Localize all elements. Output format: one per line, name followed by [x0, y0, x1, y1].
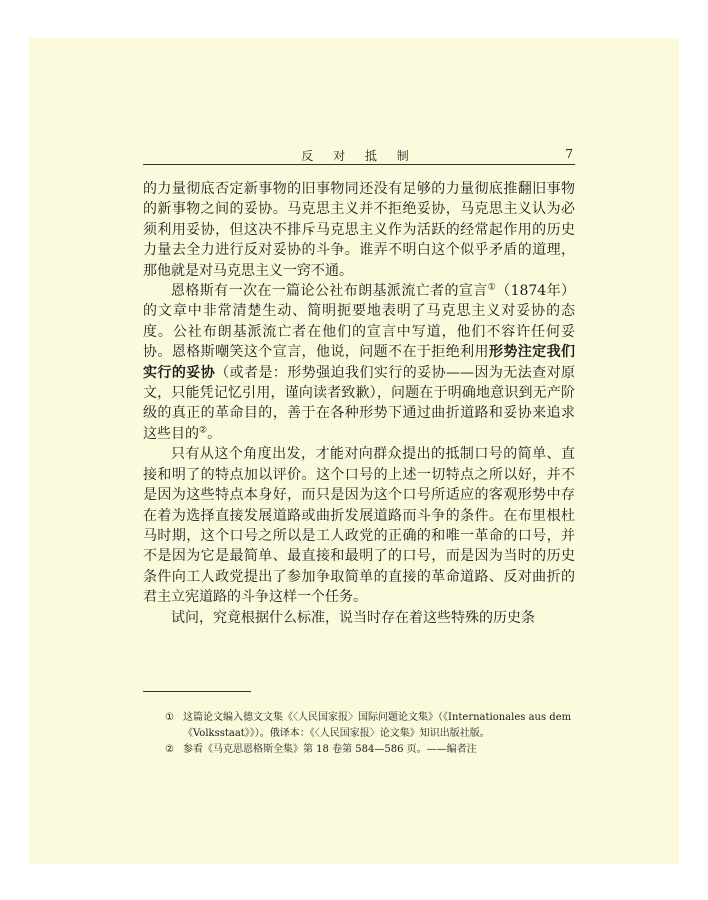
body-text — [143, 179, 575, 628]
footnote-item — [165, 710, 575, 742]
page-number: 7 — [565, 147, 573, 161]
paragraph-4: 试问，究竟根据什么标准，说当时存在着这些特殊的历史条 — [171, 609, 535, 626]
paragraph-1: 的力量彻底否定新事物的旧事物同还没有足够的力量彻底推翻旧事物的新事物之间的妥协。马克思主义并不拒绝妥协，马克思主义认为必须利用妥协，但这决不排斥马克思主义作为活跃的经常起作用的历史力量去全力进行反对妥协的斗争。谁弄不明白这个似乎矛盾的道理，那他就是对马克思主义一窍不通。 — [143, 181, 575, 279]
footnote-mark: ② — [165, 744, 174, 755]
footnote-text: 参看《马克思恩格斯全集》第 18 卷第 584—586 页。——编者注 — [183, 744, 477, 755]
paragraph-2-text-d: 。 — [207, 425, 222, 442]
paragraph-2-text-c: （或者是：形势强迫我们实行的妥协——因为无法查对原文，只能凭记忆引用，谨向读者致歉），问题在于明确地意识到无产阶级的真正的革命目的，善于在各种形势下通过曲折道路和妥协来追求这些目的 — [143, 364, 576, 442]
emphasized-phrase: 形势注定我们实行的妥协 — [143, 344, 576, 381]
footnote-divider — [143, 691, 251, 692]
running-title: 反 对 抵 制 — [301, 149, 417, 163]
running-header — [143, 146, 575, 165]
paragraph-2-text-b: （1874年）的文章中非常清楚生动、简明扼要地表明了马克思主义对妥协的态度。公社布朗基派流亡者在他们的宣言中写道，他们不容许任何妥协。恩格斯嘲笑这个宣言，他说，问题不在于拒绝利用 — [143, 283, 575, 361]
footnote-item — [165, 742, 575, 758]
footnotes — [143, 710, 575, 758]
paragraph-2 — [143, 281, 575, 444]
footnote-mark: ① — [165, 712, 174, 723]
paragraph-3: 只有从这个角度出发，才能对向群众提出的抵制口号的简单、直接和明了的特点加以评价。这个口号的上述一切特点之所以好，并不是因为这些特点本身好，而只是因为这个口号所适应的客观形势中存在着为选择直接发展道路或曲折发展道路而斗争的条件。在布里根杜马时期，这个口号之所以是工人政党的正确的和唯一革命的口号，并不是因为它是最简单、最直接和最明了的口号，而是因为当时的历史条件向工人政党提出了参加争取简单的直接的革命道路、反对曲折的君主立宪道路的斗争这样一个任务。 — [143, 446, 575, 606]
paragraph-2-text-a: 恩格斯有一次在一篇论公社布朗基派流亡者的宣言 — [171, 283, 488, 300]
footnote-text: 这篇论文编入德文文集《〈人民国家报〉国际问题论文集》（《Internationales aus dem《Volksstaat》》）。俄译本：《〈人民国家报〉论文集》知识出版社版。 — [183, 712, 572, 739]
footnote-ref-1: ① — [487, 282, 497, 293]
footnote-ref-2: ② — [199, 425, 208, 436]
